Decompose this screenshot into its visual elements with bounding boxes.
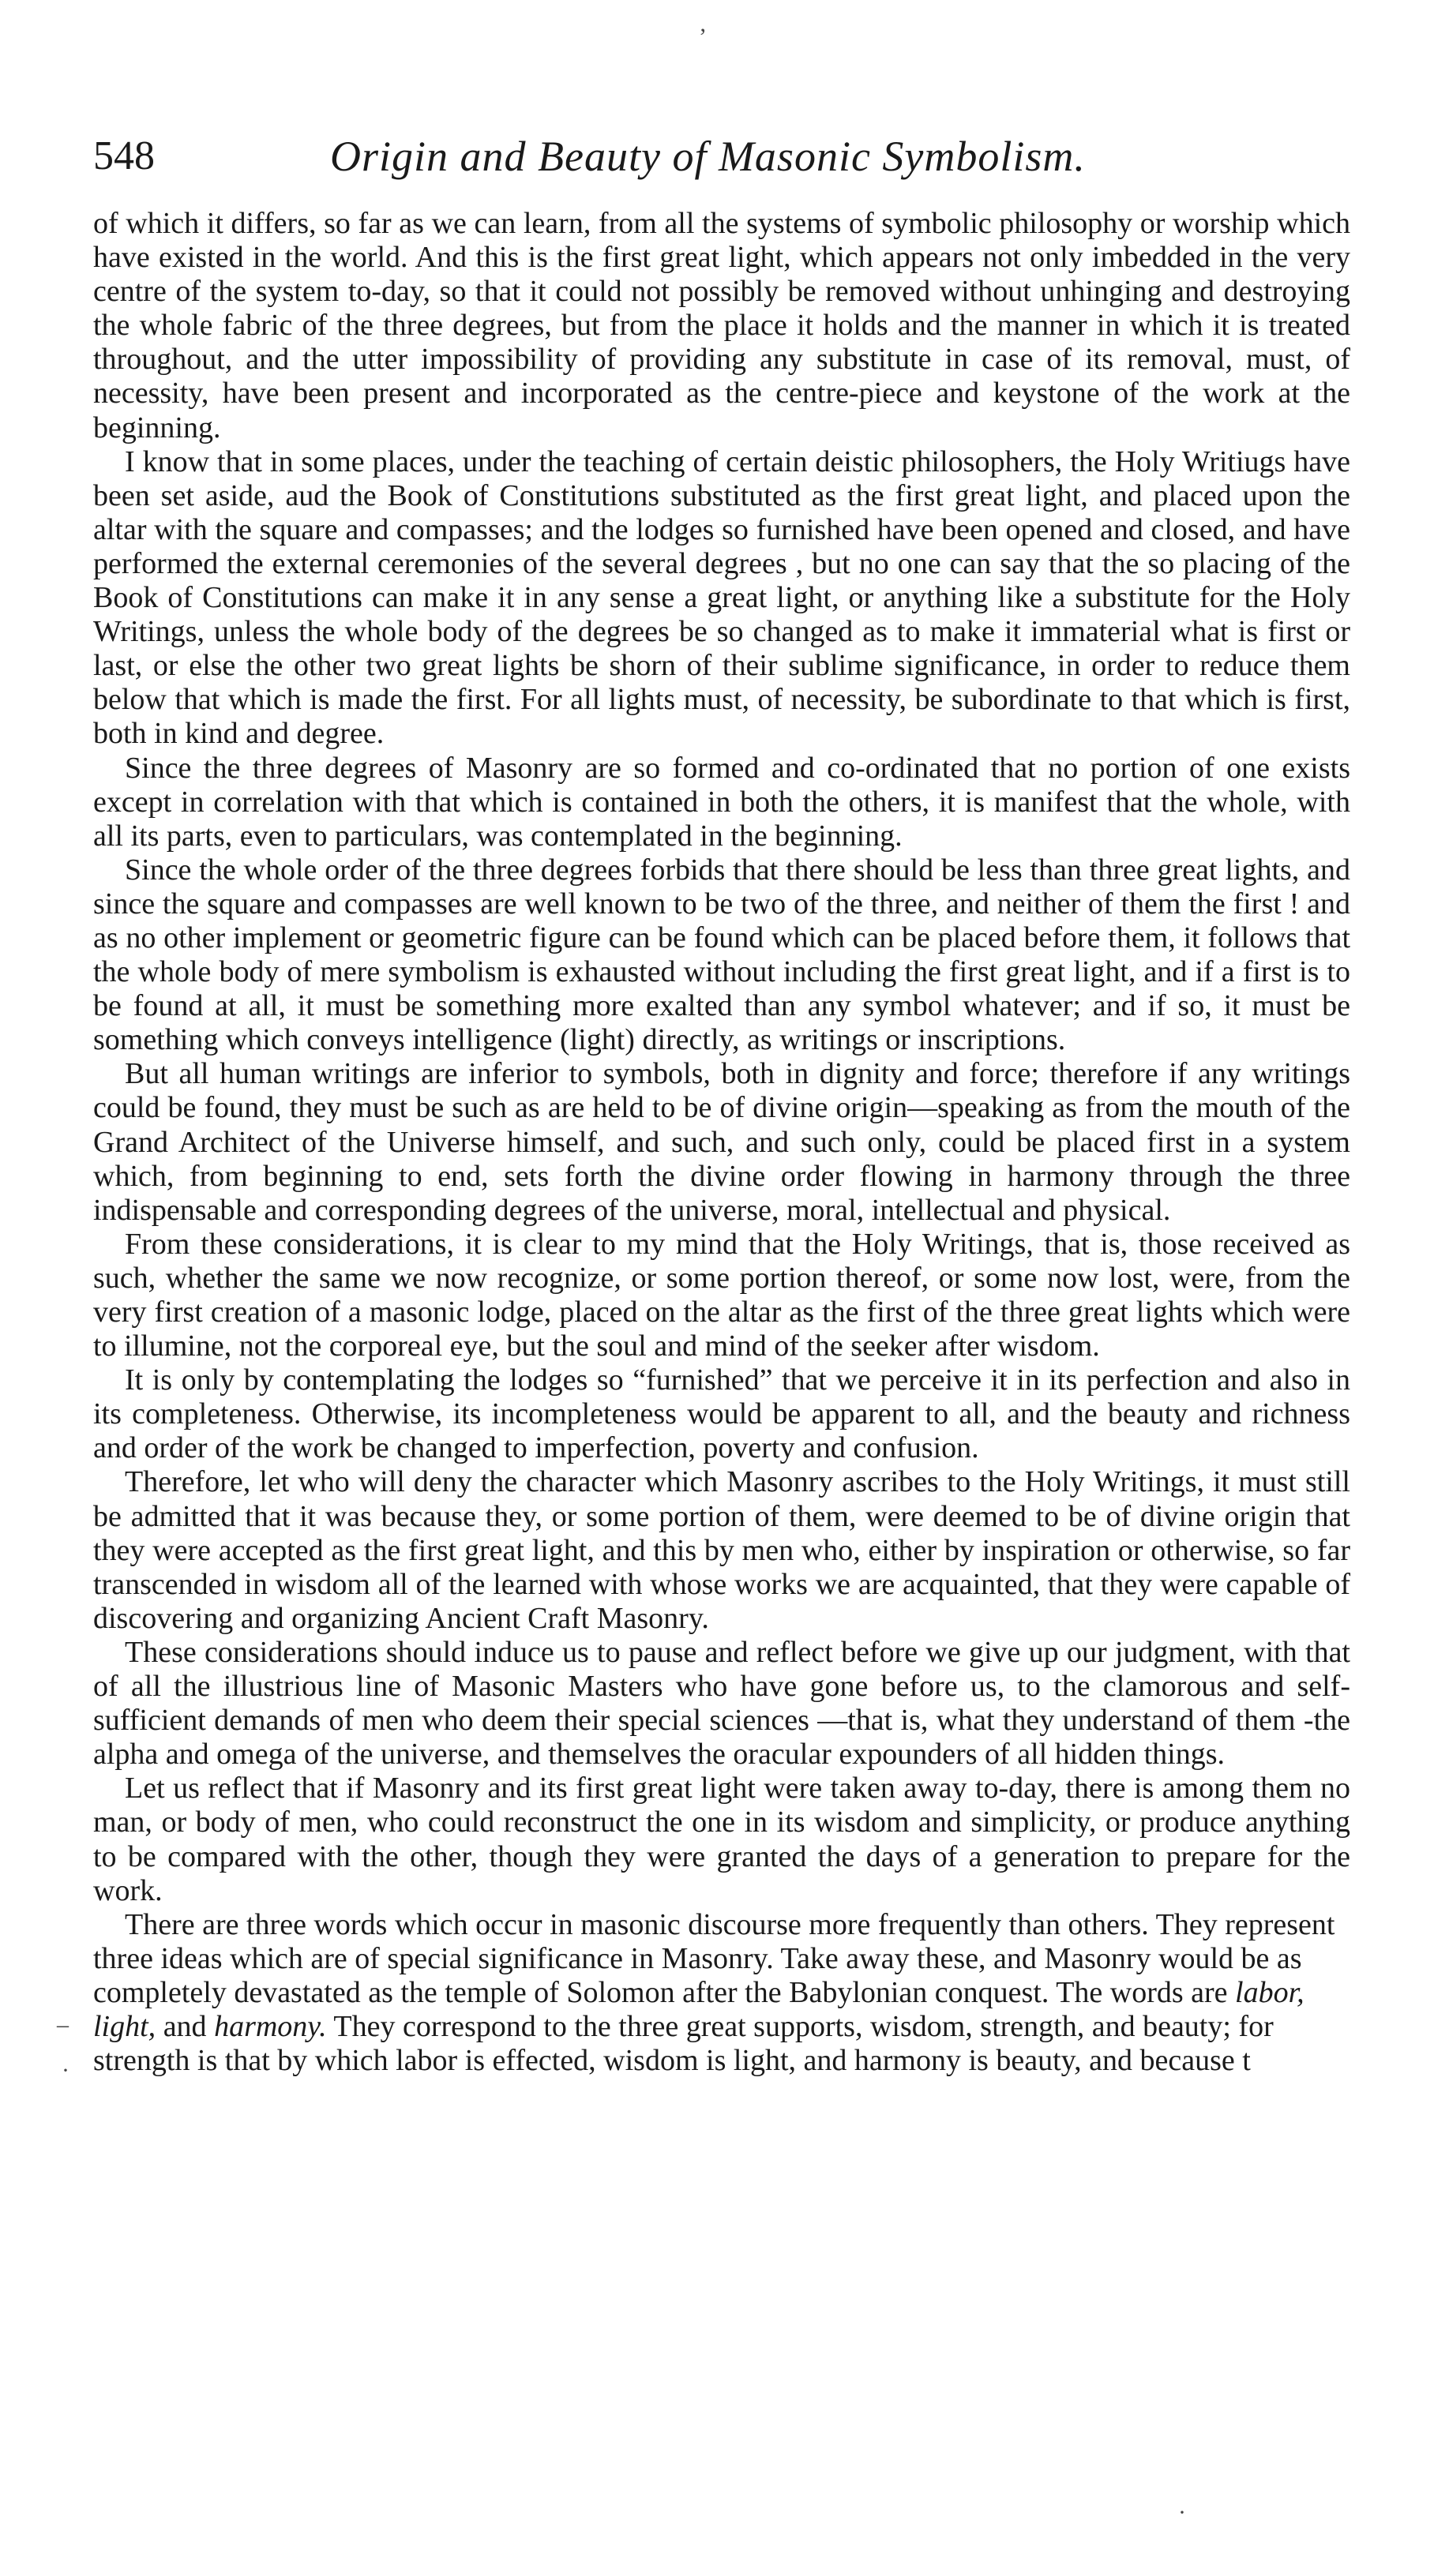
- italic-words-labor-light: labor, light,: [93, 1975, 1304, 2043]
- paragraph-3: Since the three degrees of Masonry are so formed and co-ordinated that no portion of one exists except in correlation with that which is contained in both the others, it is manifest that the whole, with all its parts, even to particulars, was contemplated in the beginning.: [93, 751, 1350, 853]
- running-title: Origin and Beauty of Masonic Symbolism.: [330, 133, 1086, 180]
- paragraph-11-text-end: They correspond to the three great supports, wisdom, strength, and beauty; for strength is that by which labor is effected, wisdom is light, and harmony is beauty, and because t: [93, 2009, 1274, 2078]
- paragraph-5: But all human writings are inferior to symbols, both in dignity and force; therefore if any writings could be found, they must be such as are held to be of divine origin—speaking as from the mouth of the Grand Architect of the Universe himself, and such, and such only, could be placed first in a system which, from beginning to end, sets forth the divine order flowing in harmony through the three indispensable and corresponding degrees of the universe, moral, intellectual and physical.: [93, 1057, 1350, 1227]
- paragraph-11-text-start: There are three words which occur in masonic discourse more frequently than others. They represent three ideas which are of special significance in Masonry. Take away these, and Masonry would be as completely devastated as the temple of Solomon after the Babylonian conquest. The words are: [93, 1907, 1335, 2009]
- page-top-mark: ’: [699, 24, 707, 50]
- margin-dash-mark: –: [57, 2012, 69, 2038]
- paragraph-9: These considerations should induce us to pause and reflect before we give up our judgment, with that of all the illustrious line of Masonic Masters who have gone before us, to the clamorous and self-sufficient demands of men who deem their special sciences —that is, what they understand of them -the alpha and omega of the universe, and themselves the oracular expounders of all hidden things.: [93, 1635, 1350, 1772]
- paragraph-11-text-mid: and: [156, 2009, 215, 2043]
- margin-dot-mark: ·: [62, 2057, 69, 2083]
- page-header: [93, 133, 1357, 188]
- paragraph-10: Let us reflect that if Masonry and its first great light were taken away to-day, there is among them no man, or body of men, who could reconstruct the one in its wisdom and simplicity, or produce anything to be compared with the other, though they were granted the days of a generation to prepare for the work.: [93, 1772, 1350, 1907]
- paragraph-2: I know that in some places, under the teaching of certain deistic philosophers, the Holy Writiugs have been set aside, aud the Book of Constitutions substituted as the first great light, and placed upon the altar with the square and compasses; and the lodges so furnished have been opened and closed, and have performed the external ceremonies of the several degrees , but no one can say that the so placing of the Book of Constitutions can make it in any sense a great light, or anything like a substitute for the Holy Writings, unless the whole body of the degrees be so changed as to make it immaterial what is first or last, or else the other two great lights be shorn of their sublime significance, in order to reduce them below that which is made the first. For all lights must, of necessity, be subordinate to that which is first, both in kind and degree.: [93, 444, 1350, 751]
- page-number: 548: [93, 133, 155, 178]
- paragraph-7: It is only by contemplating the lodges so “furnished” that we perceive it in its perfection and also in its completeness. Otherwise, its incompleteness would be apparent to all, and the beauty and richness and order of the work be changed to imperfection, poverty and confusion.: [93, 1363, 1350, 1465]
- paragraph-6: From these considerations, it is clear to my mind that the Holy Writings, that is, those received as such, whether the same we now recognize, or some portion thereof, or some now lost, were, from the very first creation of a masonic lodge, placed on the altar as the first of the three great lights which were to illumine, not the corporeal eye, but the soul and mind of the seeker after wisdom.: [93, 1227, 1350, 1363]
- paragraph-8: Therefore, let who will deny the character which Masonry ascribes to the Holy Writings, it must still be admitted that it was because they, or some portion of them, were deemed to be of divine origin that they were accepted as the first great light, and this by men who, either by inspiration or otherwise, so far transcended in wisdom all of the learned with whose works we are acquainted, that they were capable of discovering and organizing Ancient Craft Masonry.: [93, 1465, 1350, 1635]
- body-text: [93, 207, 1350, 2078]
- italic-word-harmony: harmony.: [214, 2009, 327, 2043]
- paragraph-11: [93, 1908, 1350, 2078]
- paragraph-1: of which it differs, so far as we can learn, from all the systems of symbolic philosophy or worship which have existed in the world. And this is the first great light, which appears not only imbedded in the very centre of the system to-day, so that it could not possibly be removed without unhinging and destroying the whole fabric of the three degrees, but from the place it holds and the manner in which it is treated throughout, and the utter impossibility of providing any substitute in case of its removal, must, of necessity, have been present and incorporated as the centre-piece and keystone of the work at the beginning.: [93, 207, 1350, 444]
- paragraph-4: Since the whole order of the three degrees forbids that there should be less than three great lights, and since the square and compasses are well known to be two of the three, and neither of them the first ! and as no other implement or geometric figure can be found which can be placed before them, it follows that the whole body of mere symbolism is exhausted without including the first great light, and if a first is to be found at all, it must be something more exalted than any symbol whatever; and if so, it must be something which conveys intelligence (light) directly, as writings or inscriptions.: [93, 853, 1350, 1057]
- page-bottom-mark: ·: [1178, 2499, 1186, 2525]
